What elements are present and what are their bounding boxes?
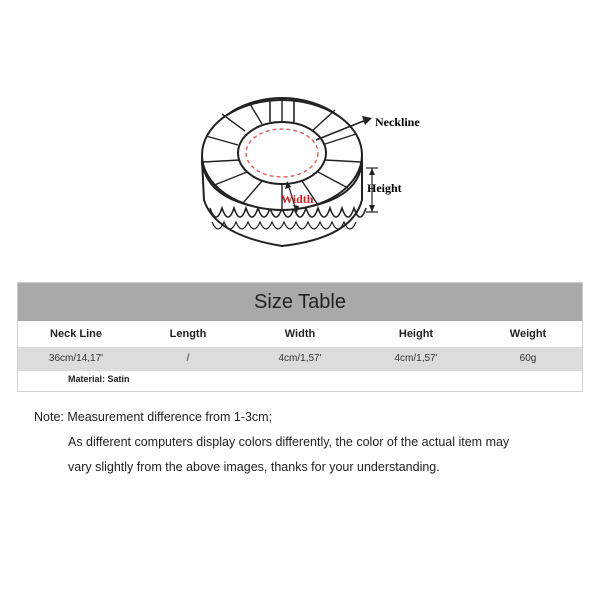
header-length: Length [169, 328, 207, 340]
value-height: 4cm/1,57' [394, 353, 438, 364]
notes-section [34, 405, 574, 480]
size-table-title: Size Table [18, 283, 582, 321]
collar-illustration [0, 0, 600, 280]
material-label: Material: Satin [68, 374, 130, 384]
neck-opening [238, 122, 326, 184]
header-width: Width [284, 328, 316, 340]
header-neck-line: Neck Line [50, 328, 102, 340]
width-label: Width [281, 192, 314, 206]
note-color-line-2: vary slightly from the above images, thanks for your understanding. [68, 460, 440, 474]
value-weight: 60g [519, 353, 537, 364]
note-measurement: Note: Measurement difference from 1-3cm; [34, 410, 273, 424]
table-header-row [18, 321, 582, 347]
neckline-label: Neckline [375, 115, 420, 129]
value-neck-line: 36cm/14,17' [48, 353, 104, 364]
note-color-line-1: As different computers display colors differently, the color of the actual item may [68, 435, 510, 449]
value-length: / [186, 353, 190, 364]
height-arrowhead-bottom [369, 205, 375, 212]
collar-diagram [0, 0, 600, 280]
header-height: Height [398, 328, 434, 340]
size-table [17, 282, 583, 392]
header-weight: Weight [509, 328, 547, 340]
height-label: Height [367, 181, 402, 195]
value-width: 4cm/1,57' [278, 353, 322, 364]
neckline-arrowhead [362, 116, 372, 125]
table-row [18, 347, 582, 371]
material-row [18, 371, 582, 391]
height-arrowhead-top [369, 168, 375, 175]
